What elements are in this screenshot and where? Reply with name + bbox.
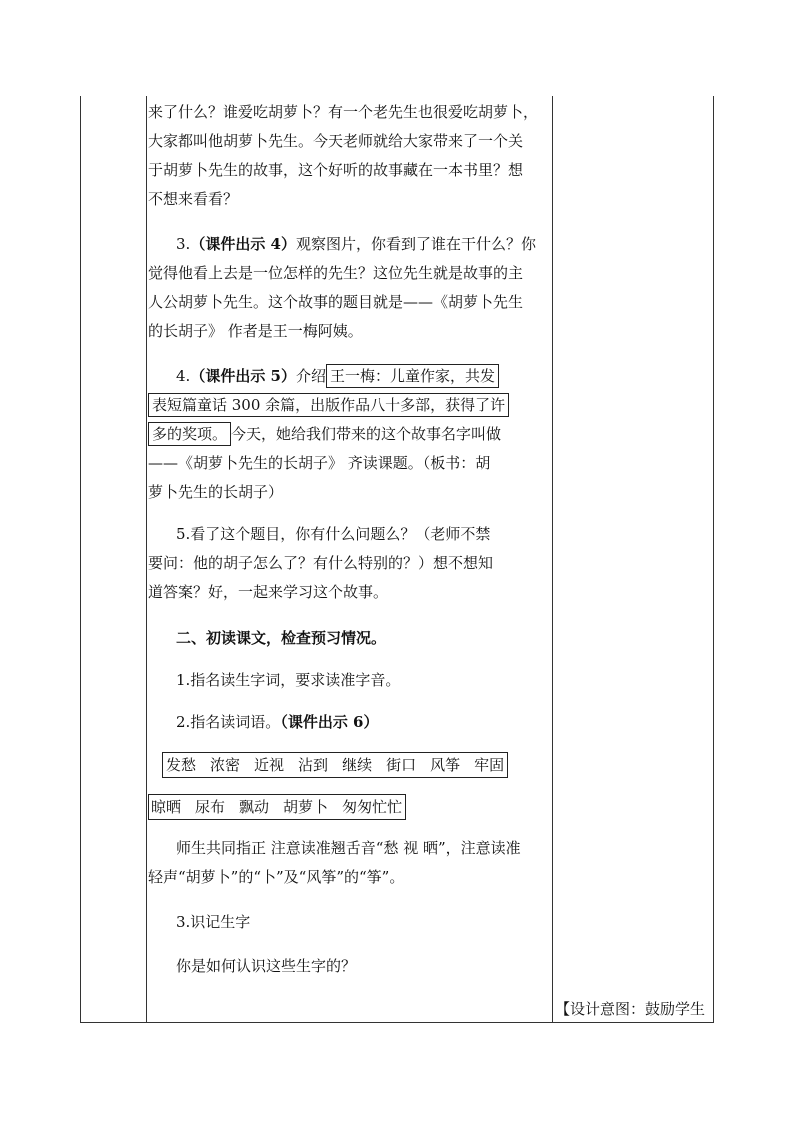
paragraph-step-3 — [148, 230, 552, 346]
vocab-word: 浓密 — [210, 756, 241, 774]
item-text: 1.指名读生字词，要求读准字音。 — [176, 671, 401, 689]
vocabulary-row-1 — [162, 752, 508, 778]
item-text — [148, 708, 552, 737]
paragraph-intro — [148, 98, 552, 214]
text-line: 要问：他的胡子怎么了？有什么特别的？）想不想知 — [148, 554, 494, 572]
vocab-word: 发愁 — [166, 756, 197, 774]
question — [148, 952, 552, 981]
design-intent-note: 【设计意图：鼓励学生 — [555, 1000, 706, 1018]
vocab-word: 匆匆忙忙 — [342, 798, 403, 816]
table-border-left — [80, 96, 81, 1023]
text-span: 观察图片，你看到了谁在干什么？你 — [295, 235, 536, 253]
text-line: 来了什么？谁爱吃胡萝卜？有一个老先生也很爱吃胡萝卜， — [148, 103, 539, 121]
text-line — [148, 230, 552, 259]
question-text: 你是如何认识这些生字的？ — [176, 957, 357, 975]
author-intro-box: 多的奖项。 — [148, 422, 231, 446]
paragraph-correction — [148, 834, 552, 892]
vocab-word: 风筝 — [430, 756, 461, 774]
list-item-1 — [148, 666, 552, 695]
vocabulary-row-2 — [148, 794, 406, 820]
table-border-mid — [552, 96, 553, 1023]
list-item-2 — [148, 708, 552, 737]
vocab-word: 沾到 — [298, 756, 329, 774]
text-line: 觉得他看上去是一位怎样的先生？这位先生就是故事的主 — [148, 264, 524, 282]
step-number: 3. — [176, 235, 191, 253]
text-line — [148, 391, 552, 420]
vocab-word: 继续 — [342, 756, 373, 774]
text-line: 萝卜先生的长胡子） — [148, 483, 284, 501]
heading-text: 二、初读课文，检查预习情况。 — [176, 629, 387, 647]
text-span: 2.指名读词语。 — [176, 713, 281, 731]
text-line — [148, 420, 552, 449]
item-text: 3.识记生字 — [176, 913, 251, 931]
step-number: 4. — [176, 367, 191, 385]
paragraph-step-5 — [148, 520, 552, 607]
text-line: 师生共同指正 注意读准翘舌音“愁 视 晒”，注意读准 — [176, 839, 521, 857]
courseware-note: （课件出示 5） — [190, 367, 296, 385]
text-line: 不想来看看？ — [148, 190, 239, 208]
vocab-word: 晾晒 — [151, 798, 182, 816]
text-line: 人公胡萝卜先生。这个故事的题目就是——《胡萝卜先生 — [148, 293, 524, 311]
table-border-col — [146, 96, 147, 1023]
courseware-note: （课件出示 6） — [280, 713, 379, 731]
text-span: 介绍 — [295, 367, 326, 385]
table-border-bottom — [80, 1022, 713, 1023]
text-line: 道答案？好，一起来学习这个故事。 — [148, 583, 389, 601]
list-item-3 — [148, 908, 552, 937]
vocab-word: 街口 — [386, 756, 417, 774]
courseware-note: （课件出示 4） — [190, 235, 296, 253]
text-line: 的长胡子》 作者是王一梅阿姨。 — [148, 322, 363, 340]
vocab-word: 尿布 — [195, 798, 226, 816]
text-line: 于胡萝卜先生的故事，这个好听的故事藏在一本书里？想 — [148, 161, 524, 179]
text-line — [148, 362, 552, 391]
text-line: ——《胡萝卜先生的长胡子》 齐读课题。（板书：胡 — [148, 454, 491, 472]
paragraph-step-4 — [148, 362, 552, 507]
section-heading — [148, 624, 552, 653]
vocab-word: 飘动 — [239, 798, 270, 816]
author-intro-box: 表短篇童话 300 余篇，出版作品八十多部，获得了许 — [148, 393, 509, 417]
author-intro-box: 王一梅：儿童作家，共发 — [326, 364, 499, 388]
table-border-right — [713, 96, 714, 1023]
vocab-word: 胡萝卜 — [283, 798, 329, 816]
text-line: 5.看了这个题目，你有什么问题么？（老师不禁 — [176, 525, 491, 543]
text-span: 今天，她给我们带来的这个故事名字叫做 — [231, 425, 502, 443]
vocab-word: 牢固 — [474, 756, 505, 774]
text-line: 大家都叫他胡萝卜先生。今天老师就给大家带来了一个关 — [148, 132, 524, 150]
vocab-word: 近视 — [254, 756, 285, 774]
text-line: 轻声“胡萝卜”的“卜”及“风筝”的“筝”。 — [148, 868, 405, 886]
